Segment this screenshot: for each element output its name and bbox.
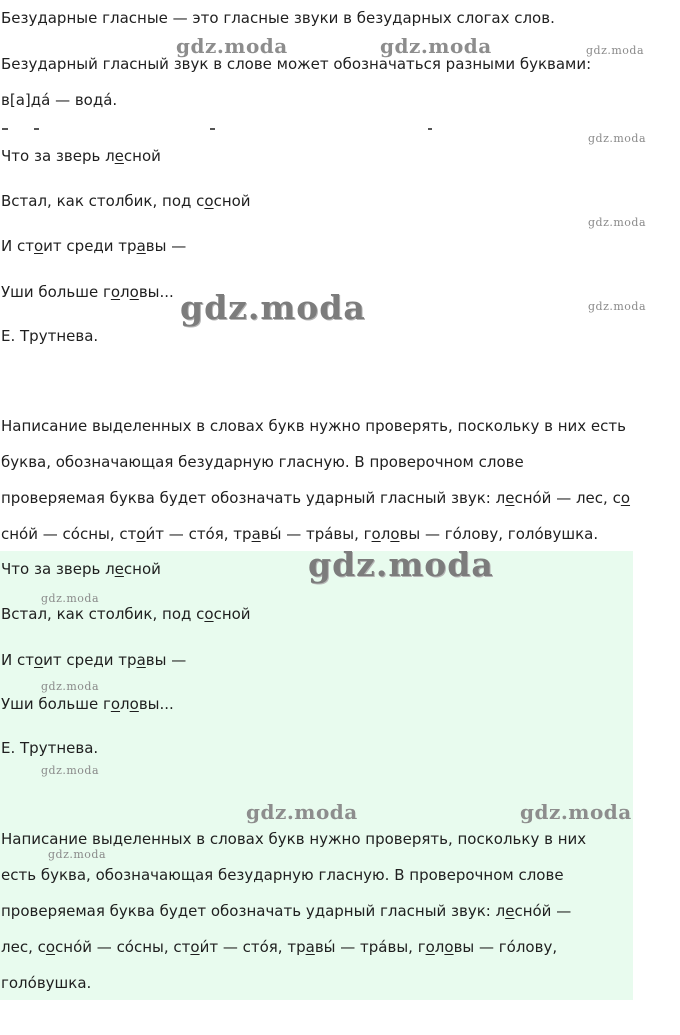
poem-line-1: Что за зверь лесной [1, 560, 161, 578]
poem-line-3: И стоит среди травы — [1, 651, 187, 669]
explanation-line-2: буква, обозначающая безударную гласную. В проверочном слове [1, 453, 524, 471]
poem-line-1: Что за зверь лесной [1, 147, 161, 165]
watermark: gdz.moda [41, 680, 100, 693]
watermark: gdz.moda [246, 800, 358, 824]
explanation-line-1: Написание выделенных в словах букв нужно проверять, поскольку в них есть [1, 417, 626, 435]
watermark: gdz.moda [588, 216, 647, 229]
intro-definition: Безударные гласные — это гласные звуки в безударных слогах слов. [1, 9, 555, 27]
intro-rule: Безударный гласный звук в слове может обозначаться разными буквами: [1, 55, 592, 73]
poem-line-4: Уши больше головы... [1, 283, 174, 301]
watermark: gdz.moda [586, 44, 645, 57]
explanation-line-2: есть буква, обозначающая безударную гласную. В проверочном слове [1, 866, 564, 884]
poem-line-3: И стоит среди травы — [1, 237, 187, 255]
watermark: gdz.moda [520, 800, 632, 824]
poem-line-4: Уши больше головы... [1, 695, 174, 713]
explanation-line-5: голо́вушка. [1, 974, 92, 992]
intro-example: в[а]да́ — вода́. [1, 91, 118, 109]
watermark: gdz.moda [588, 132, 647, 145]
clipped-text-line [0, 128, 640, 134]
watermark: gdz.moda [588, 300, 647, 313]
watermark: gdz.moda [41, 592, 100, 605]
poem-author: Е. Трутнева. [1, 739, 99, 757]
poem-author: Е. Трутнева. [1, 327, 99, 345]
explanation-line-3: проверяемая буква будет обозначать ударный гласный звук: лесно́й — [1, 902, 572, 920]
watermark: gdz.moda [48, 848, 107, 861]
explanation-line-4: сно́й — со́сны, стои́т — сто́я, травы́ — тра́вы, головы — го́лову, голо́вушка. [1, 525, 599, 543]
watermark: gdz.moda [176, 34, 288, 58]
explanation-line-1: Написание выделенных в словах букв нужно проверять, поскольку в них [1, 830, 587, 848]
poem-line-2: Встал, как столбик, под сосной [1, 605, 251, 623]
watermark: gdz.moda [180, 288, 366, 327]
explanation-line-3: проверяемая буква будет обозначать ударный гласный звук: лесно́й — лес, со [1, 489, 631, 507]
explanation-line-4: лес, сосно́й — со́сны, стои́т — сто́я, травы́ — тра́вы, головы — го́лову, [1, 938, 558, 956]
watermark: gdz.moda [41, 764, 100, 777]
poem-line-2: Встал, как столбик, под сосной [1, 192, 251, 210]
watermark: gdz.moda [308, 545, 494, 584]
watermark: gdz.moda [380, 34, 492, 58]
